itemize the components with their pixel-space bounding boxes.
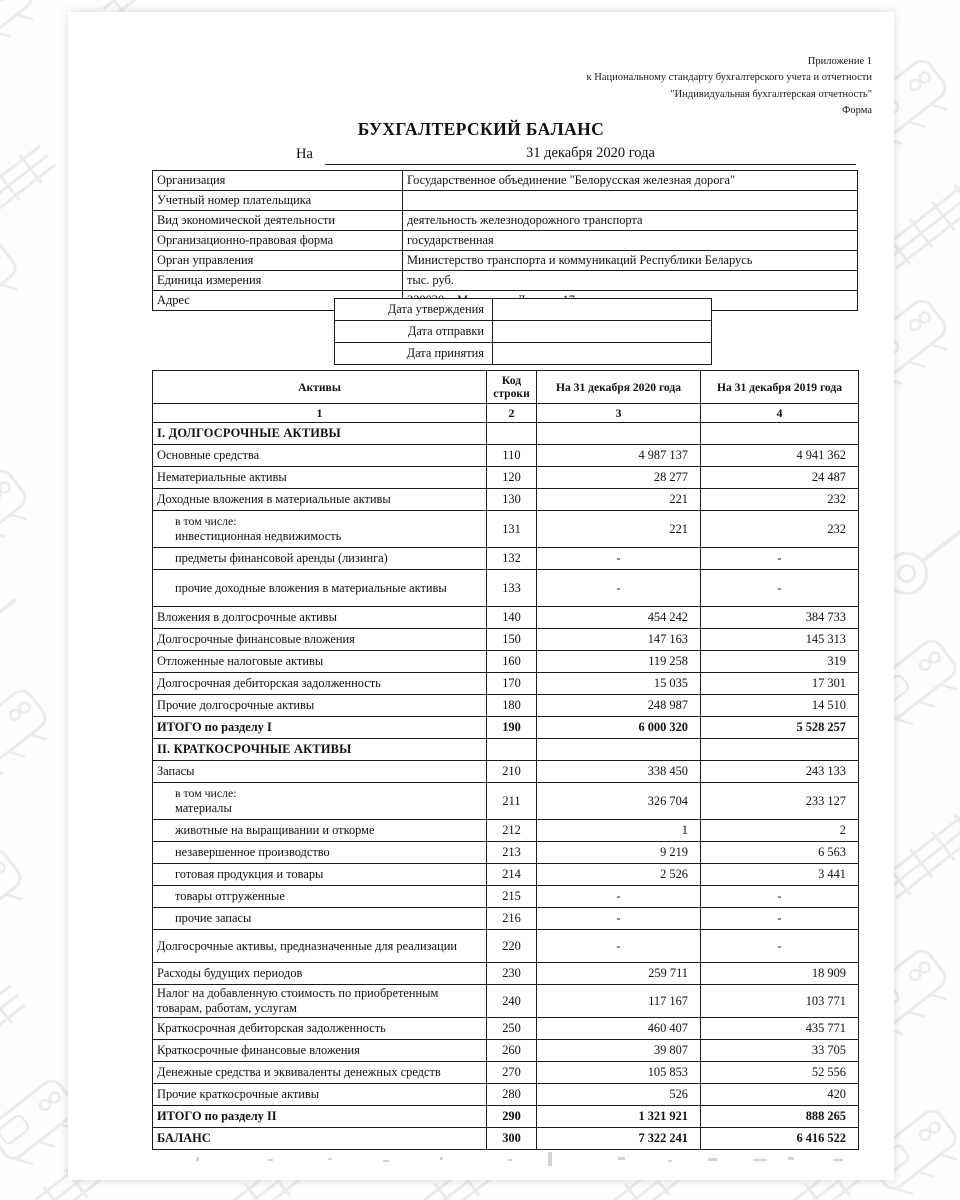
- balance-row-value-2020: 221: [537, 489, 701, 511]
- balance-row-label: Прочие долгосрочные активы: [153, 695, 487, 717]
- balance-subitem-row: [153, 864, 859, 886]
- balance-item-row: [153, 607, 859, 629]
- balance-item-row: [153, 1062, 859, 1084]
- org-info-row: [153, 231, 858, 251]
- balance-row-value-2020: -: [537, 908, 701, 930]
- approval-date-label: Дата отправки: [335, 321, 493, 343]
- balance-row-value-2019: -: [701, 886, 859, 908]
- balance-row-label: готовая продукция и товары: [153, 864, 487, 886]
- balance-row-value-2019: 233 127: [701, 783, 859, 820]
- balance-subitem-row: [153, 820, 859, 842]
- balance-row-value-2020: [537, 739, 701, 761]
- balance-row-code: 190: [487, 717, 537, 739]
- balance-row-value-2019: 243 133: [701, 761, 859, 783]
- balance-row-lead-label: в том числе:: [175, 514, 237, 528]
- balance-item-row: [153, 985, 859, 1018]
- as-of-label: На: [296, 146, 313, 162]
- balance-row-value-2019: 5 528 257: [701, 717, 859, 739]
- balance-item-row: [153, 695, 859, 717]
- org-info-row: [153, 271, 858, 291]
- balance-row-value-2019: [701, 739, 859, 761]
- balance-row-code: 133: [487, 570, 537, 607]
- balance-row-value-2019: 14 510: [701, 695, 859, 717]
- balance-row-value-2019: -: [701, 930, 859, 963]
- as-of-date-row: [296, 145, 856, 165]
- balance-row-value-2020: 119 258: [537, 651, 701, 673]
- reference-line-3: "Индивидуальная бухгалтерская отчетность": [670, 88, 872, 100]
- balance-row-label: Отложенные налоговые активы: [153, 651, 487, 673]
- balance-row-label: товары отгруженные: [153, 886, 487, 908]
- balance-row-label: Доходные вложения в материальные активы: [153, 489, 487, 511]
- balance-row-label: Долгосрочная дебиторская задолженность: [153, 673, 487, 695]
- balance-row-label: Долгосрочные финансовые вложения: [153, 629, 487, 651]
- balance-row-name: материалы: [175, 801, 232, 815]
- balance-row-label: [153, 783, 487, 820]
- org-info-value: Министерство транспорта и коммуникаций Республики Беларусь: [403, 251, 858, 271]
- balance-row-value-2019: 18 909: [701, 963, 859, 985]
- org-info-value: [403, 191, 858, 211]
- balance-row-value-2019: 6 563: [701, 842, 859, 864]
- balance-row-label: прочие доходные вложения в материальные активы: [153, 570, 487, 607]
- balance-row-value-2020: 460 407: [537, 1018, 701, 1040]
- balance-row-value-2020: -: [537, 930, 701, 963]
- balance-row-value-2019: 33 705: [701, 1040, 859, 1062]
- balance-row-code: 270: [487, 1062, 537, 1084]
- balance-row-value-2020: 248 987: [537, 695, 701, 717]
- balance-row-code: 131: [487, 511, 537, 548]
- org-info-label: Единица измерения: [153, 271, 403, 291]
- balance-row-code: 120: [487, 467, 537, 489]
- balance-row-code: 150: [487, 629, 537, 651]
- balance-row-value-2020: 7 322 241: [537, 1128, 701, 1150]
- balance-row-code: 210: [487, 761, 537, 783]
- balance-row-label: II. КРАТКОСРОЧНЫЕ АКТИВЫ: [153, 739, 487, 761]
- colnum-4: 4: [701, 404, 859, 423]
- balance-row-value-2020: 147 163: [537, 629, 701, 651]
- balance-row-value-2020: 28 277: [537, 467, 701, 489]
- balance-item-row: [153, 629, 859, 651]
- balance-row-label: [153, 511, 487, 548]
- balance-item-row: [153, 930, 859, 963]
- balance-row-label: предметы финансовой аренды (лизинга): [153, 548, 487, 570]
- balance-item-row: [153, 1040, 859, 1062]
- document-title: БУХГАЛТЕРСКИЙ БАЛАНС: [357, 119, 605, 139]
- organization-info-table: [152, 170, 858, 311]
- balance-row-label: незавершенное производство: [153, 842, 487, 864]
- balance-total-row: [153, 717, 859, 739]
- balance-row-value-2019: 6 416 522: [701, 1128, 859, 1150]
- balance-sheet-head: [153, 371, 859, 423]
- balance-row-code: 130: [487, 489, 537, 511]
- org-info-row: [153, 191, 858, 211]
- balance-row-value-2020: 4 987 137: [537, 445, 701, 467]
- approval-dates-table: [334, 298, 712, 365]
- balance-row-value-2020: 1 321 921: [537, 1106, 701, 1128]
- balance-item-row: [153, 445, 859, 467]
- reference-line-4: Форма: [842, 104, 872, 116]
- org-info-value: государственная: [403, 231, 858, 251]
- balance-row-value-2019: 145 313: [701, 629, 859, 651]
- balance-row-code: [487, 423, 537, 445]
- org-info-label: Организация: [153, 171, 403, 191]
- balance-row-value-2019: 384 733: [701, 607, 859, 629]
- balance-header-row: [153, 371, 859, 404]
- balance-row-value-2019: 17 301: [701, 673, 859, 695]
- balance-row-label: Краткосрочные финансовые вложения: [153, 1040, 487, 1062]
- org-info-row: [153, 171, 858, 191]
- balance-row-value-2020: -: [537, 548, 701, 570]
- organization-info-body: [153, 171, 858, 311]
- approval-date-label: Дата принятия: [335, 343, 493, 365]
- org-info-row: [153, 251, 858, 271]
- balance-column-numbers-row: [153, 404, 859, 423]
- approval-date-row: [335, 343, 712, 365]
- balance-row-value-2019: 888 265: [701, 1106, 859, 1128]
- balance-row-label: ИТОГО по разделу II: [153, 1106, 487, 1128]
- balance-row-name: инвестиционная недвижимость: [175, 529, 342, 543]
- balance-row-value-2019: 3 441: [701, 864, 859, 886]
- balance-row-value-2019: 52 556: [701, 1062, 859, 1084]
- balance-subitem-row: [153, 842, 859, 864]
- balance-row-value-2020: 105 853: [537, 1062, 701, 1084]
- org-info-value: Государственное объединение "Белорусская железная дорога": [403, 171, 858, 191]
- balance-section-row: [153, 423, 859, 445]
- balance-row-value-2019: 4 941 362: [701, 445, 859, 467]
- approval-dates-body: [335, 299, 712, 365]
- balance-row-lead-label: в том числе:: [175, 786, 237, 800]
- balance-row-value-2020: [537, 423, 701, 445]
- balance-row-value-2019: 420: [701, 1084, 859, 1106]
- balance-item-row: [153, 489, 859, 511]
- balance-row-value-2020: 326 704: [537, 783, 701, 820]
- colnum-1: 1: [153, 404, 487, 423]
- org-info-label: Учетный номер плательщика: [153, 191, 403, 211]
- scan-artifact-speckle: [178, 1152, 878, 1166]
- balance-row-code: 213: [487, 842, 537, 864]
- balance-row-label: Денежные средства и эквиваленты денежных средств: [153, 1062, 487, 1084]
- balance-row-label: Вложения в долгосрочные активы: [153, 607, 487, 629]
- balance-row-code: 212: [487, 820, 537, 842]
- balance-row-value-2020: -: [537, 886, 701, 908]
- colnum-3: 3: [537, 404, 701, 423]
- header-col-2020: На 31 декабря 2020 года: [537, 371, 701, 404]
- org-info-label: Адрес: [153, 291, 403, 311]
- balance-row-value-2020: 15 035: [537, 673, 701, 695]
- balance-row-value-2020: 338 450: [537, 761, 701, 783]
- balance-subitem-row: [153, 548, 859, 570]
- balance-row-code: 240: [487, 985, 537, 1018]
- balance-row-value-2019: 435 771: [701, 1018, 859, 1040]
- header-col-2019: На 31 декабря 2019 года: [701, 371, 859, 404]
- balance-row-value-2020: 39 807: [537, 1040, 701, 1062]
- reference-line-1: Приложение 1: [807, 56, 872, 67]
- org-info-label: Орган управления: [153, 251, 403, 271]
- balance-row-value-2019: 319: [701, 651, 859, 673]
- balance-row-code: 215: [487, 886, 537, 908]
- balance-row-code: 214: [487, 864, 537, 886]
- approval-date-row: [335, 321, 712, 343]
- balance-row-label: ИТОГО по разделу I: [153, 717, 487, 739]
- balance-row-label: Расходы будущих периодов: [153, 963, 487, 985]
- reference-block: [587, 54, 872, 119]
- org-info-value: деятельность железнодорожного транспорта: [403, 211, 858, 231]
- org-info-row: [153, 211, 858, 231]
- balance-row-label: Налог на добавленную стоимость по приобретенным товарам, работам, услугам: [153, 985, 487, 1018]
- balance-row-label: Краткосрочная дебиторская задолженность: [153, 1018, 487, 1040]
- approval-date-value[interactable]: [493, 299, 712, 321]
- balance-row-code: 220: [487, 930, 537, 963]
- balance-row-value-2020: -: [537, 570, 701, 607]
- org-info-label: Организационно-правовая форма: [153, 231, 403, 251]
- balance-row-value-2020: 1: [537, 820, 701, 842]
- balance-row-value-2020: 117 167: [537, 985, 701, 1018]
- balance-item-row: [153, 963, 859, 985]
- balance-row-code: 110: [487, 445, 537, 467]
- balance-subitem-row: [153, 783, 859, 820]
- balance-row-code: 260: [487, 1040, 537, 1062]
- balance-row-code: 216: [487, 908, 537, 930]
- balance-row-code: 300: [487, 1128, 537, 1150]
- balance-row-code: [487, 739, 537, 761]
- balance-subitem-row: [153, 908, 859, 930]
- balance-item-row: [153, 761, 859, 783]
- balance-subitem-row: [153, 886, 859, 908]
- balance-sheet-body: [153, 423, 859, 1150]
- balance-row-label: животные на выращивании и откорме: [153, 820, 487, 842]
- as-of-date-value: 31 декабря 2020 года: [325, 145, 856, 165]
- balance-row-value-2019: 103 771: [701, 985, 859, 1018]
- balance-row-code: 290: [487, 1106, 537, 1128]
- balance-row-label: БАЛАНС: [153, 1128, 487, 1150]
- balance-row-code: 230: [487, 963, 537, 985]
- balance-row-label: Нематериальные активы: [153, 467, 487, 489]
- balance-row-label: Основные средства: [153, 445, 487, 467]
- balance-row-value-2020: 526: [537, 1084, 701, 1106]
- balance-row-code: 250: [487, 1018, 537, 1040]
- balance-row-value-2019: -: [701, 548, 859, 570]
- balance-item-row: [153, 467, 859, 489]
- approval-date-row: [335, 299, 712, 321]
- balance-subitem-row: [153, 570, 859, 607]
- balance-row-value-2020: 2 526: [537, 864, 701, 886]
- document-page: [68, 12, 894, 1180]
- org-info-value: тыс. руб.: [403, 271, 858, 291]
- balance-row-code: 280: [487, 1084, 537, 1106]
- balance-row-label: Запасы: [153, 761, 487, 783]
- balance-row-label: Прочие краткосрочные активы: [153, 1084, 487, 1106]
- balance-sheet-table: [152, 370, 859, 1150]
- balance-row-value-2019: -: [701, 908, 859, 930]
- reference-line-2: к Национальному стандарту бухгалтерского учета и отчетности: [586, 72, 872, 84]
- balance-row-code: 180: [487, 695, 537, 717]
- balance-total-row: [153, 1128, 859, 1150]
- balance-item-row: [153, 1018, 859, 1040]
- approval-date-value[interactable]: [493, 321, 712, 343]
- balance-row-value-2020: 454 242: [537, 607, 701, 629]
- balance-row-value-2019: -: [701, 570, 859, 607]
- balance-row-value-2019: 2: [701, 820, 859, 842]
- balance-row-code: 132: [487, 548, 537, 570]
- balance-item-row: [153, 673, 859, 695]
- balance-row-value-2019: 24 487: [701, 467, 859, 489]
- balance-item-row: [153, 1084, 859, 1106]
- balance-row-value-2019: 232: [701, 489, 859, 511]
- balance-row-label: прочие запасы: [153, 908, 487, 930]
- balance-row-value-2019: [701, 423, 859, 445]
- balance-row-label: I. ДОЛГОСРОЧНЫЕ АКТИВЫ: [153, 423, 487, 445]
- balance-row-code: 140: [487, 607, 537, 629]
- balance-row-value-2020: 6 000 320: [537, 717, 701, 739]
- approval-date-value[interactable]: [493, 343, 712, 365]
- balance-row-value-2020: 259 711: [537, 963, 701, 985]
- balance-row-value-2019: 232: [701, 511, 859, 548]
- balance-item-row: [153, 651, 859, 673]
- balance-row-code: 160: [487, 651, 537, 673]
- colnum-2: 2: [487, 404, 537, 423]
- balance-row-code: 170: [487, 673, 537, 695]
- balance-row-value-2020: 221: [537, 511, 701, 548]
- header-assets: Активы: [153, 371, 487, 404]
- balance-row-label: Долгосрочные активы, предназначенные для реализации: [153, 930, 487, 963]
- balance-row-code: 211: [487, 783, 537, 820]
- header-line-code: Код строки: [487, 371, 537, 404]
- balance-total-row: [153, 1106, 859, 1128]
- approval-date-label: Дата утверждения: [335, 299, 493, 321]
- balance-row-value-2020: 9 219: [537, 842, 701, 864]
- org-info-label: Вид экономической деятельности: [153, 211, 403, 231]
- balance-subitem-row: [153, 511, 859, 548]
- balance-section-row: [153, 739, 859, 761]
